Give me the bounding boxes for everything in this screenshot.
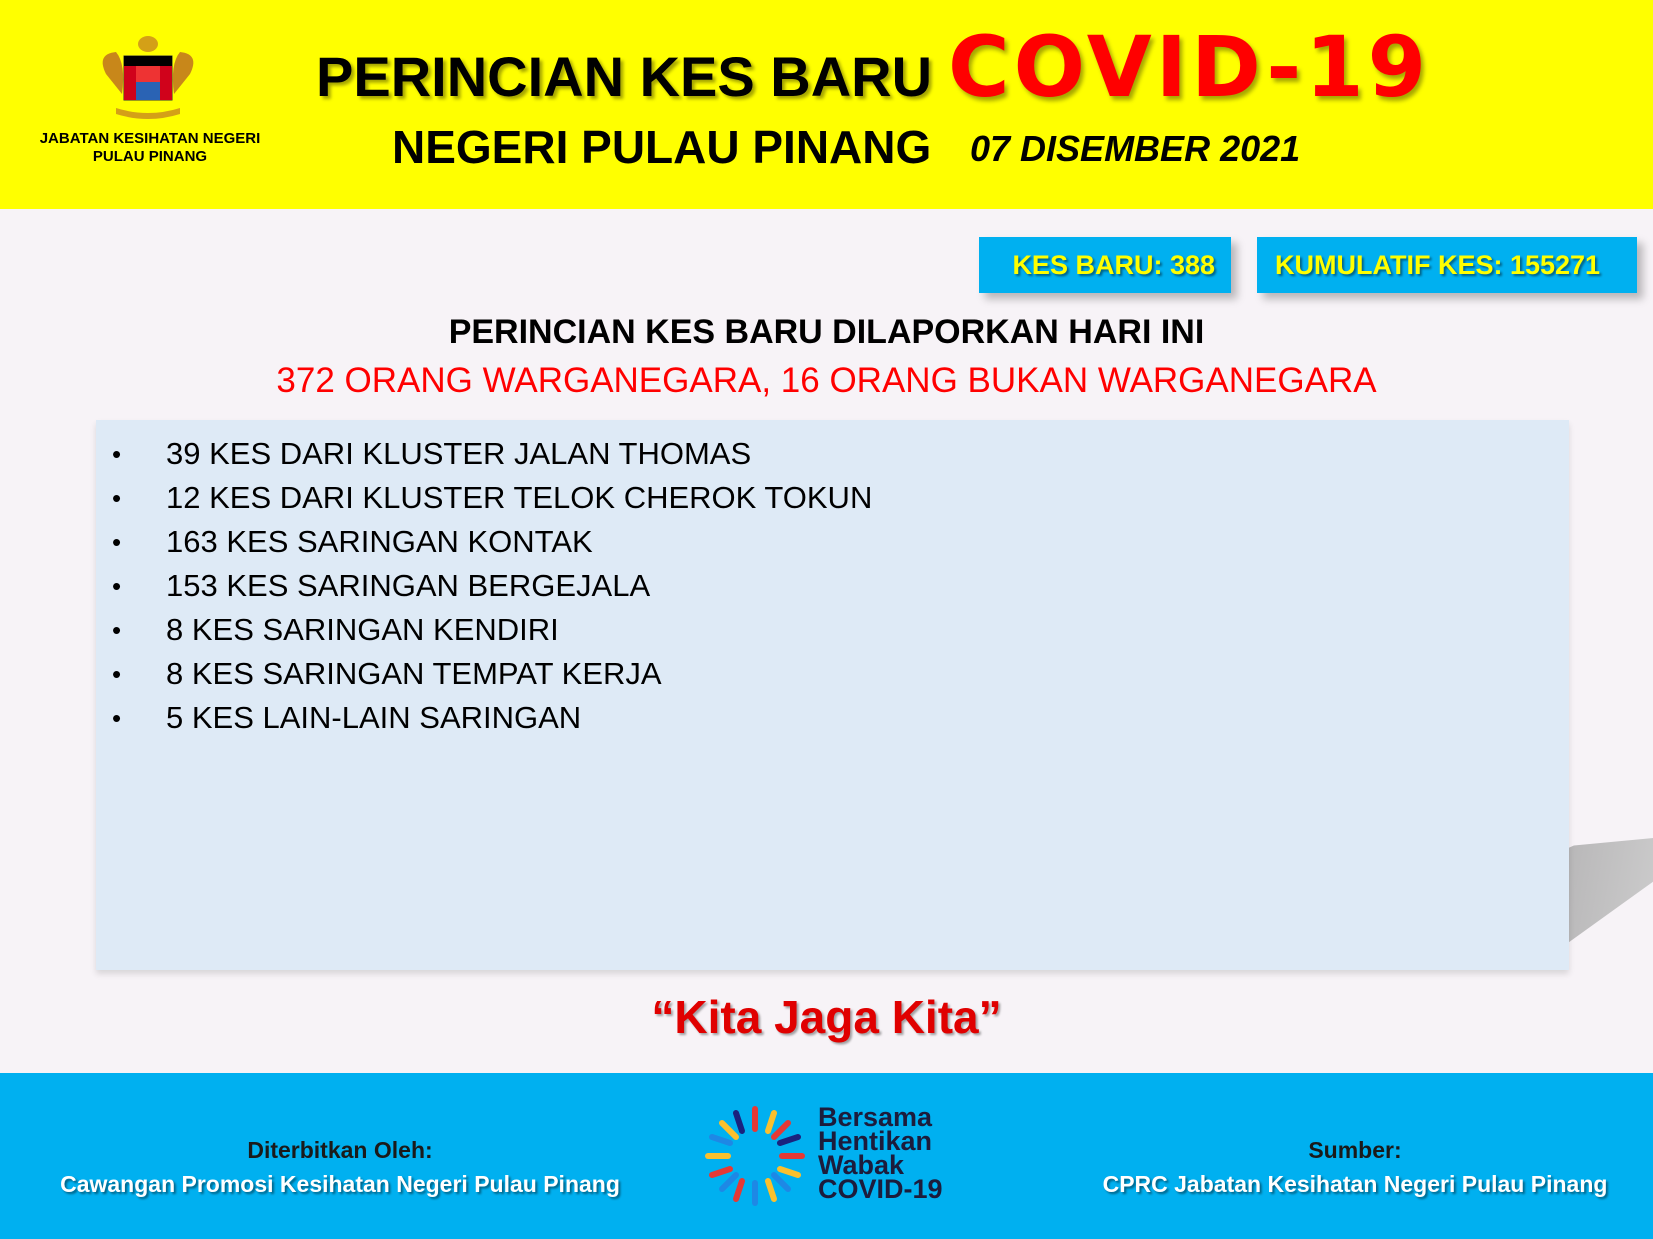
source-block [1080,1133,1630,1201]
bullet-icon: • [112,615,122,645]
covid-title: COVID-19 [948,18,1431,116]
cumulative-cases-badge [1257,237,1637,293]
list-item [96,652,1569,696]
list-item [96,696,1569,740]
bullet-icon: • [112,703,122,733]
bullet-icon: • [112,439,122,469]
list-item-text: 8 KES SARINGAN KENDIRI [166,612,559,647]
report-date: 07 DISEMBER 2021 [970,128,1301,169]
campaign-line-1: Bersama [818,1102,933,1132]
department-line-1: JABATAN KESIHATAN NEGERI [39,130,261,147]
list-item [96,476,1569,520]
department-line-2: PULAU PINANG [92,148,208,165]
list-item [96,608,1569,652]
campaign-line-3: Wabak [818,1150,905,1180]
new-cases-label: KES BARU: 388 [1012,250,1215,280]
page-title: PERINCIAN KES BARU [316,45,933,108]
list-item-text: 5 KES LAIN-LAIN SARINGAN [166,700,582,735]
bullet-icon: • [112,527,122,557]
list-item-text: 8 KES SARINGAN TEMPAT KERJA [166,656,662,691]
footer [0,1073,1653,1239]
case-details-panel [96,420,1569,970]
publisher-label: Diterbitkan Oleh: [247,1137,433,1163]
list-item [96,520,1569,564]
campaign-wordmark [818,1102,943,1204]
slogan: “Kita Jaga Kita” [651,991,1002,1043]
campaign-line-4: COVID-19 [818,1174,943,1204]
bullet-icon: • [112,483,122,513]
list-item [96,432,1569,476]
list-item [96,564,1569,608]
cumulative-cases-label: KUMULATIF KES: 155271 [1275,250,1601,280]
list-item-text: 163 KES SARINGAN KONTAK [166,524,593,559]
publisher-name: Cawangan Promosi Kesihatan Negeri Pulau Pinang [60,1171,620,1197]
citizenship-breakdown: 372 ORANG WARGANEGARA, 16 ORANG BUKAN WARGANEGARA [276,361,1377,400]
campaign-burst-icon [700,1101,810,1211]
department-name [20,130,280,166]
list-item-text: 12 KES DARI KLUSTER TELOK CHEROK TOKUN [166,480,873,515]
case-details-list [96,420,1569,740]
new-cases-badge [979,237,1231,293]
details-heading: PERINCIAN KES BARU DILAPORKAN HARI INI [448,313,1205,351]
list-item-text: 153 KES SARINGAN BERGEJALA [166,568,651,603]
bullet-icon: • [112,659,122,689]
source-label: Sumber: [1308,1137,1402,1163]
list-item-text: 39 KES DARI KLUSTER JALAN THOMAS [166,436,752,471]
campaign-line-2: Hentikan [818,1126,933,1156]
publisher-block [40,1133,640,1201]
state-title: NEGERI PULAU PINANG [392,121,932,173]
bullet-icon: • [112,571,122,601]
source-name: CPRC Jabatan Kesihatan Negeri Pulau Pinang [1102,1171,1608,1197]
header-banner [0,0,1653,209]
coat-of-arms-icon [86,34,210,124]
